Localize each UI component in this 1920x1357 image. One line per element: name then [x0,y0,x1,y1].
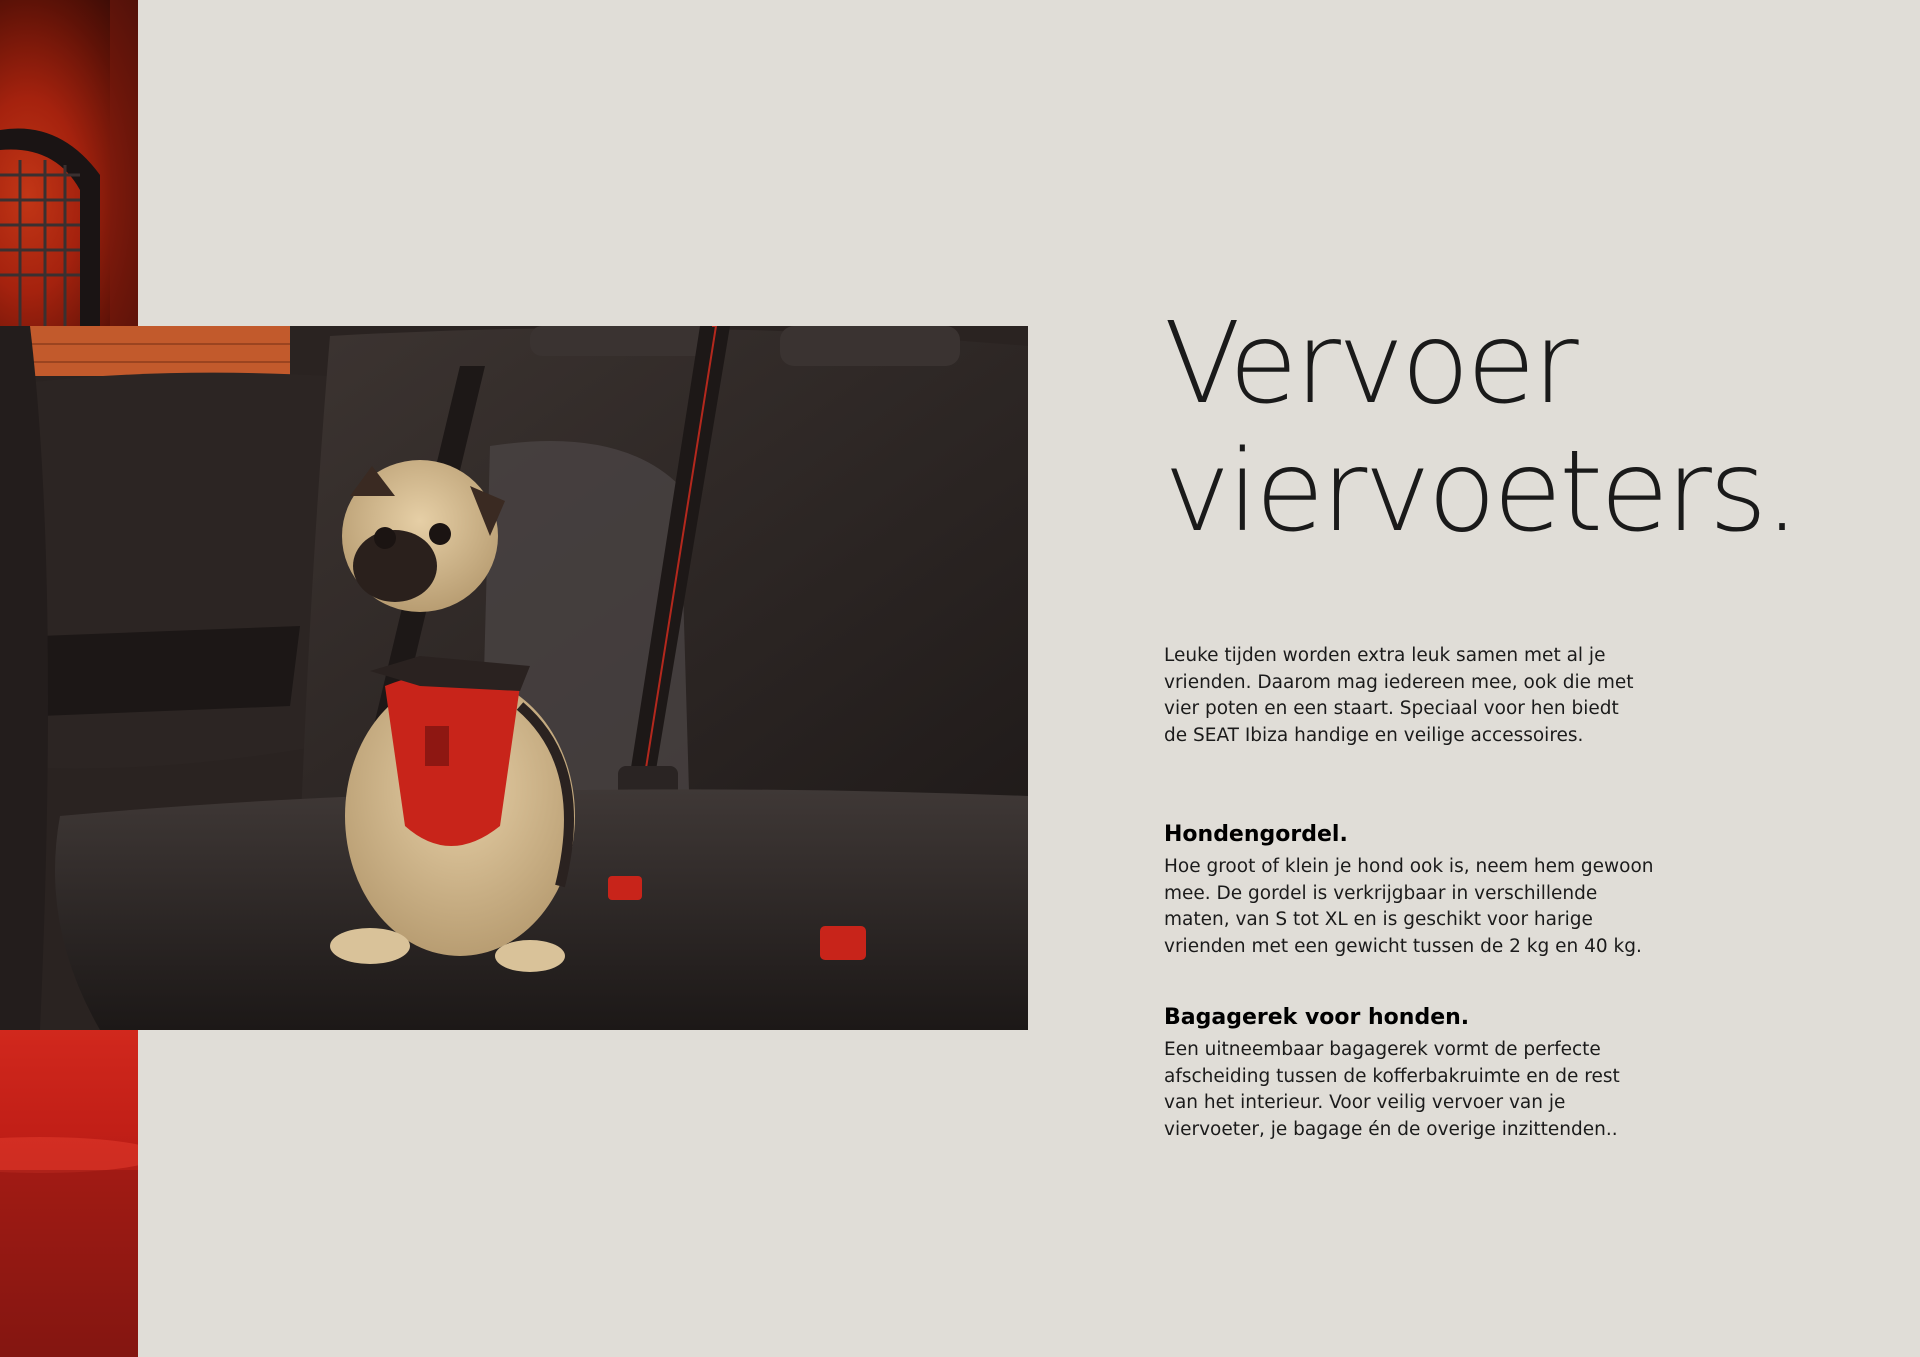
title-line-1: Vervoer [1164,299,1576,429]
feature-dog-guard [1164,1003,1654,1143]
feature-title: Hondengordel. [1164,822,1348,847]
feature-dog-harness [1164,820,1654,960]
title-line-2: viervoeters. [1164,427,1797,557]
pug-on-rear-seat-photo [0,326,1028,1030]
page-title [1164,299,1797,557]
feature-text: Een uitneembaar bagagerek vormt de perfecte afscheiding tussen de kofferbakruimte en de rest van het interieur. Voor veilig vervoer van je viervoeter, je bagage én de overige inzittenden.. [1164,1039,1620,1140]
text-column [1164,299,1797,1140]
cargo-guard-photo-crop [0,0,138,326]
red-interior-photo-crop [0,1030,138,1357]
feature-title: Bagagerek voor honden. [1164,1005,1470,1030]
feature-text: Hoe groot of klein je hond ook is, neem hem gewoon mee. De gordel is verkrijgbaar in verschillende maten, van S tot XL en is geschikt voor harige vrienden met een gewicht tussen de 2 kg en 40 kg. [1164,856,1654,957]
intro-paragraph: Leuke tijden worden extra leuk samen met al je vrienden. Daarom mag iedereen mee, ook die met vier poten en een staart. Speciaal voor hen biedt de SEAT Ibiza handige en veilige accessoires. [1164,645,1634,746]
